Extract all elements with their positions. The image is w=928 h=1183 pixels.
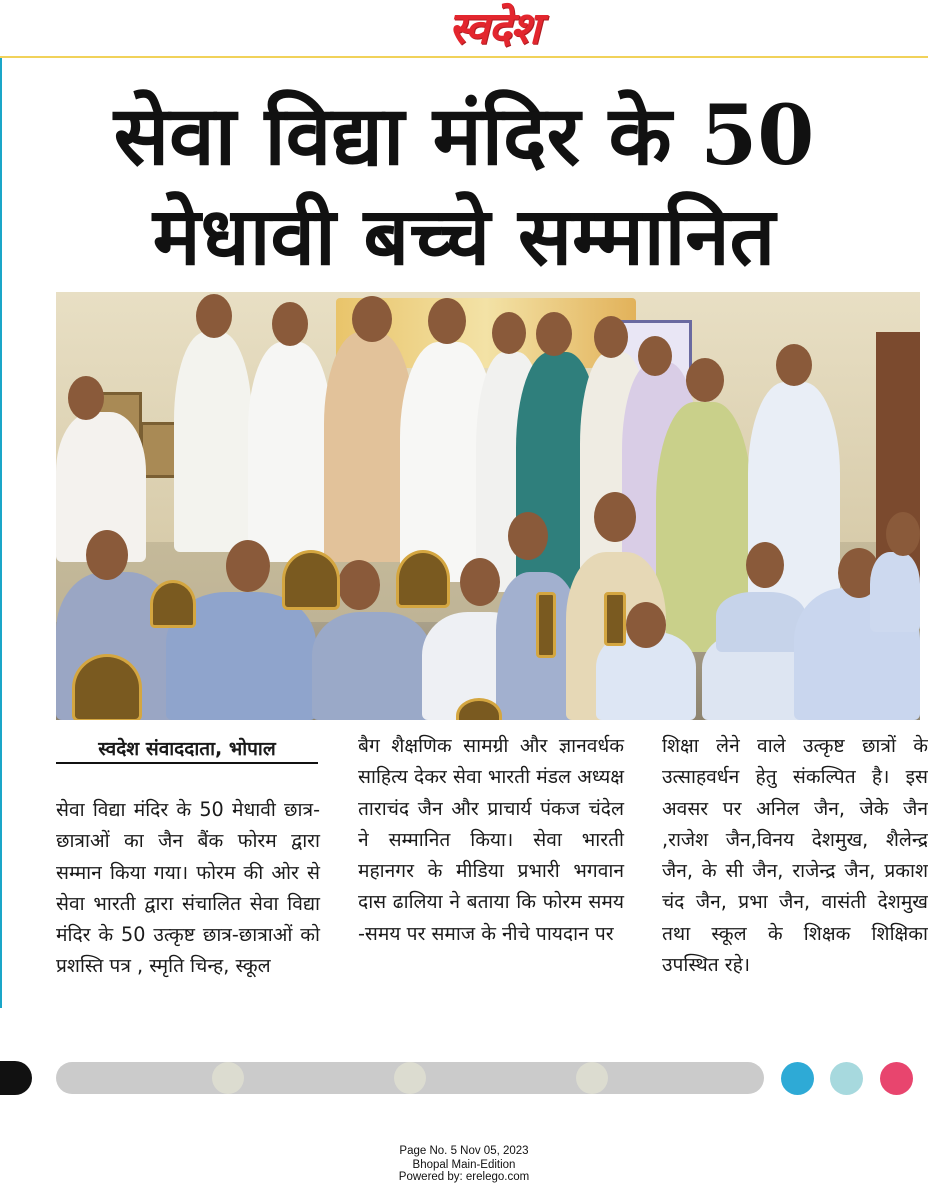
masthead [0, 0, 928, 58]
person-head [196, 294, 232, 338]
article-text: सेवा विद्या मंदिर के 50 मेधावी छात्र- छात्राओं का जैन बैंक फोरम द्वारा सम्मान किया गया। फोरम की ओर से सेवा भारती द्वारा संचालित सेवा विद्या मंदिर के 50 उत्कृष्ट छात्र-छात्राओं को प्रशस्ति पत्र , स्मृति चिन्ह, स्कूल [56, 798, 320, 978]
person-head [746, 542, 784, 588]
person-head [492, 312, 526, 354]
person-head [776, 344, 812, 386]
article-column-3 [662, 730, 928, 980]
article-column-2 [358, 730, 624, 949]
share-button[interactable] [781, 1062, 814, 1095]
footer-page-info: Page No. 5 Nov 05, 2023 [399, 1145, 529, 1157]
award-plaque [396, 550, 450, 608]
person-head [638, 336, 672, 376]
student [870, 552, 920, 632]
person-head [536, 312, 572, 356]
person-head [594, 316, 628, 358]
headline-line-2: मेधावी बच्चे सम्मानित [152, 189, 776, 283]
award-trophy [536, 592, 556, 658]
person-head [886, 512, 920, 556]
person [174, 332, 252, 552]
article-column-1 [56, 794, 320, 982]
prev-page-button[interactable] [0, 1061, 32, 1095]
headline-line-1: सेवा विद्या मंदिर के 50 [113, 88, 815, 184]
award-plaque [282, 550, 340, 610]
person-head [68, 376, 104, 420]
byline: स्वदेश संवाददाता, भोपाल [56, 736, 318, 764]
person-head [428, 298, 466, 344]
person-head [626, 602, 666, 648]
page-scroller-knob[interactable] [576, 1062, 608, 1094]
award-trophy [604, 592, 626, 646]
award-plaque [72, 654, 142, 720]
person-head [508, 512, 548, 560]
article-text: बैग शैक्षणिक सामग्री और ज्ञानवर्धक साहित्य देकर सेवा भारती मंडल अध्यक्ष ताराचंद जैन और प्राचार्य पंकज चंदेल ने सम्मानित किया। सेवा भारती महानगर के मीडिया प्रभारी भगवान दास ढालिया ने बताया कि फोरम समय -समय पर समाज के नीचे पायदान पर [358, 734, 624, 945]
person-head [338, 560, 380, 610]
group-photo [56, 292, 920, 720]
person-head [460, 558, 500, 606]
person [248, 342, 332, 562]
award-plaque [150, 580, 196, 628]
person-head [352, 296, 392, 342]
footer-powered-by: Powered by: erelego.com [398, 1171, 530, 1183]
footer-edition: Bhopal Main-Edition [412, 1159, 516, 1171]
student [312, 612, 432, 720]
student [716, 592, 806, 652]
person-head [686, 358, 724, 402]
page-scroller-knob[interactable] [394, 1062, 426, 1094]
person-head [86, 530, 128, 580]
newspaper-logo: स्वदेश [448, 3, 540, 54]
zoom-button[interactable] [830, 1062, 863, 1095]
close-button[interactable] [880, 1062, 913, 1095]
article-text: शिक्षा लेने वाले उत्कृष्ट छात्रों के उत्साहवर्धन हेतु संकल्पित है। इस अवसर पर अनिल जैन, जेके जैन ,राजेश जैन,विनय देशमुख, शैलेन्द्र जैन, के सी जैन, राजेन्द्र जैन, प्रकाश चंद जैन, प्रभा जैन, वासंती देशमुख तथा स्कूल के शिक्षक शिक्षिका उपस्थित रहे। [662, 734, 928, 977]
page-scroller-knob[interactable] [212, 1062, 244, 1094]
person-head [272, 302, 308, 346]
person-head [594, 492, 636, 542]
person-head [226, 540, 270, 592]
